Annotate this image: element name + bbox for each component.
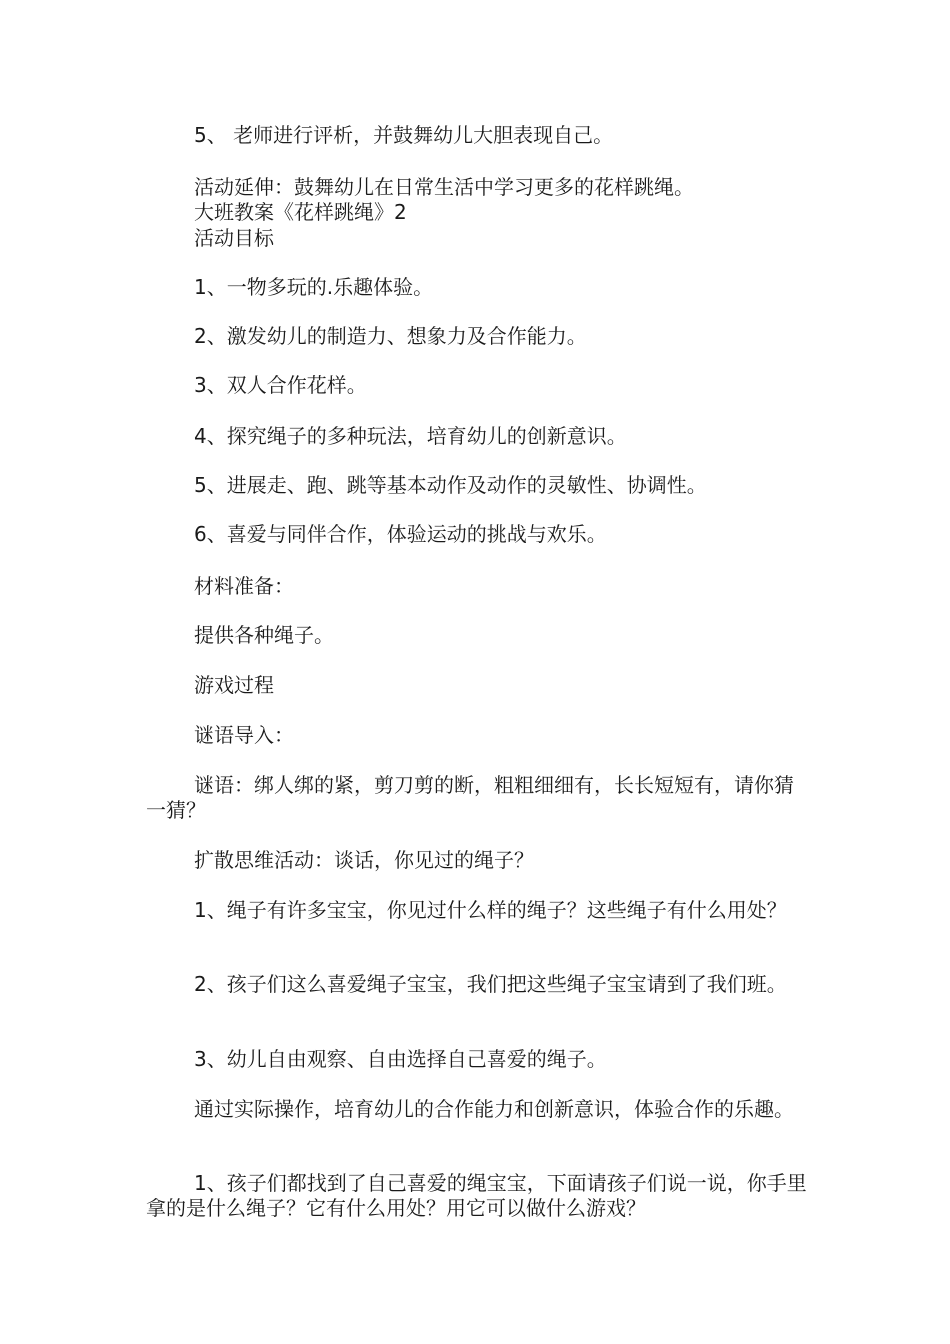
goal-item-6: 6、喜爱与同伴合作，体验运动的挑战与欢乐。 [194, 522, 607, 546]
practice-item-1: 1、孩子们都找到了自己喜爱的绳宝宝，下面请孩子们说一说，你手里拿的是什么绳子？它有什么用处？用它可以做什么游戏？ [146, 1171, 807, 1220]
goal-item-4: 4、探究绳子的多种玩法，培育幼儿的创新意识。 [194, 424, 627, 448]
paragraph-teacher-review: 5、 老师进行评析，并鼓舞幼儿大胆表现自己。 [194, 123, 614, 147]
goal-item-2: 2、激发幼儿的制造力、想象力及合作能力。 [194, 324, 587, 348]
goal-item-3: 3、双人合作花样。 [194, 373, 367, 397]
heading-divergent-thinking: 扩散思维活动：谈话，你见过的绳子？ [194, 848, 534, 872]
lesson-title: 大班教案《花样跳绳》2 [194, 200, 407, 224]
goal-item-1: 1、一物多玩的.乐趣体验。 [194, 275, 434, 299]
paragraph-activity-extension: 活动延伸：鼓舞幼儿在日常生活中学习更多的花样跳绳。 [194, 175, 694, 199]
heading-activity-goals: 活动目标 [194, 226, 274, 250]
riddle-text: 谜语：绑人绑的紧，剪刀剪的断，粗粗细细有，长长短短有，请你猜一猜？ [146, 773, 794, 822]
practice-intro: 通过实际操作，培育幼儿的合作能力和创新意识，体验合作的乐趣。 [194, 1097, 794, 1121]
heading-materials: 材料准备： [194, 574, 294, 598]
step-item-2: 2、孩子们这么喜爱绳子宝宝，我们把这些绳子宝宝请到了我们班。 [194, 972, 787, 996]
step-item-1: 1、绳子有许多宝宝，你见过什么样的绳子？这些绳子有什么用处？ [194, 898, 787, 922]
heading-riddle-intro: 谜语导入： [194, 723, 294, 747]
heading-game-process: 游戏过程 [194, 673, 274, 697]
goal-item-5: 5、进展走、跑、跳等基本动作及动作的灵敏性、协调性。 [194, 473, 707, 497]
step-item-3: 3、幼儿自由观察、自由选择自己喜爱的绳子。 [194, 1047, 607, 1071]
materials-text: 提供各种绳子。 [194, 623, 334, 647]
